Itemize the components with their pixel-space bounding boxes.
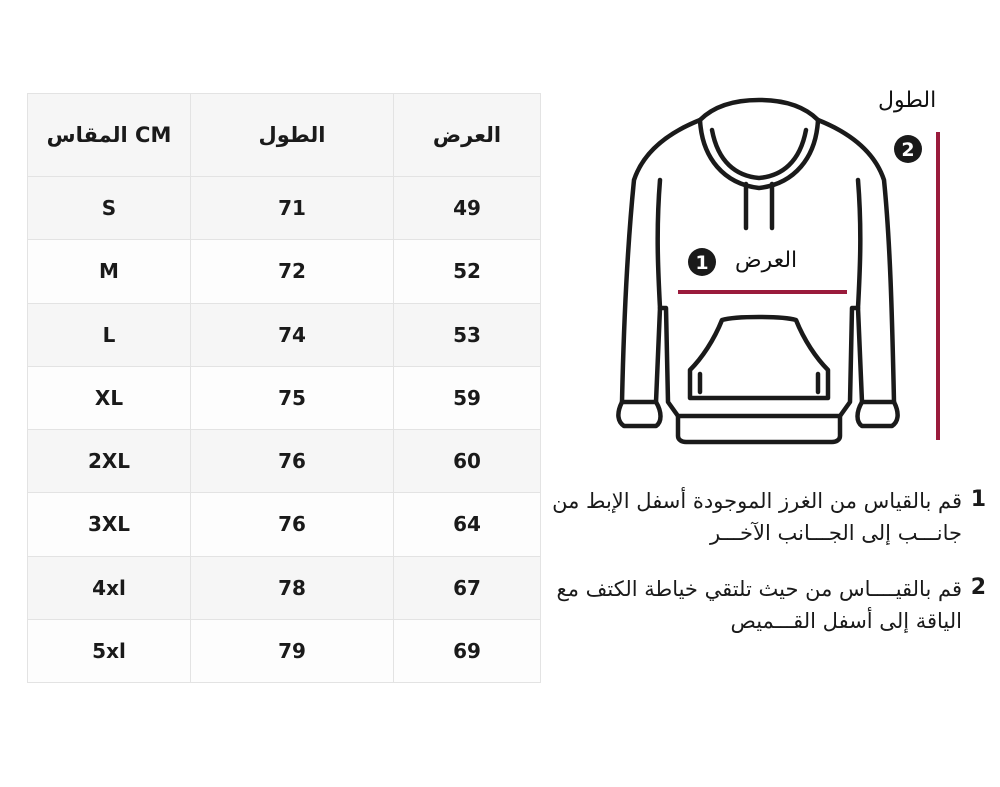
table-row <box>28 177 541 240</box>
instruction-step <box>542 485 986 549</box>
cell-width: 49 <box>394 177 541 240</box>
size-chart-table <box>27 93 541 683</box>
cell-size: 5xl <box>28 619 191 682</box>
cell-width: 60 <box>394 430 541 493</box>
table-row <box>28 619 541 682</box>
cell-size: L <box>28 303 191 366</box>
length-label: الطول <box>878 88 937 113</box>
cell-width: 69 <box>394 619 541 682</box>
cell-size: 3XL <box>28 493 191 556</box>
width-label: العرض <box>735 248 798 273</box>
step-number: 1 <box>970 487 986 512</box>
table-row <box>28 493 541 556</box>
table-row <box>28 556 541 619</box>
cell-width: 53 <box>394 303 541 366</box>
cell-length: 78 <box>191 556 394 619</box>
header-length: الطول <box>191 94 394 177</box>
cell-size: S <box>28 177 191 240</box>
cell-width: 59 <box>394 366 541 429</box>
width-marker-number: 1 <box>695 252 709 274</box>
cell-length: 75 <box>191 366 394 429</box>
step-number: 2 <box>970 575 986 600</box>
cell-width: 64 <box>394 493 541 556</box>
table-row <box>28 366 541 429</box>
step-text: قم بالقيــــاس من حيث تلتقي خياطة الكتف مع الياقة إلى أسفل القـــميص <box>556 577 962 633</box>
header-size: المقاس CM <box>28 94 191 177</box>
cell-width: 52 <box>394 240 541 303</box>
cell-size: XL <box>28 366 191 429</box>
cell-length: 71 <box>191 177 394 240</box>
measurement-diagram <box>560 80 1000 460</box>
instruction-step <box>542 573 986 637</box>
cell-size: M <box>28 240 191 303</box>
cell-length: 72 <box>191 240 394 303</box>
table-row <box>28 430 541 493</box>
cell-length: 76 <box>191 430 394 493</box>
cell-size: 2XL <box>28 430 191 493</box>
step-text: قم بالقياس من الغرز الموجودة أسفل الإبط من جانـــب إلى الجـــانب الآخـــر <box>552 489 962 545</box>
length-marker-number: 2 <box>901 139 915 161</box>
cell-width: 67 <box>394 556 541 619</box>
table-header-row <box>28 94 541 177</box>
cell-size: 4xl <box>28 556 191 619</box>
cell-length: 79 <box>191 619 394 682</box>
header-width: العرض <box>394 94 541 177</box>
table-row <box>28 240 541 303</box>
cell-length: 74 <box>191 303 394 366</box>
table-row <box>28 303 541 366</box>
cell-length: 76 <box>191 493 394 556</box>
